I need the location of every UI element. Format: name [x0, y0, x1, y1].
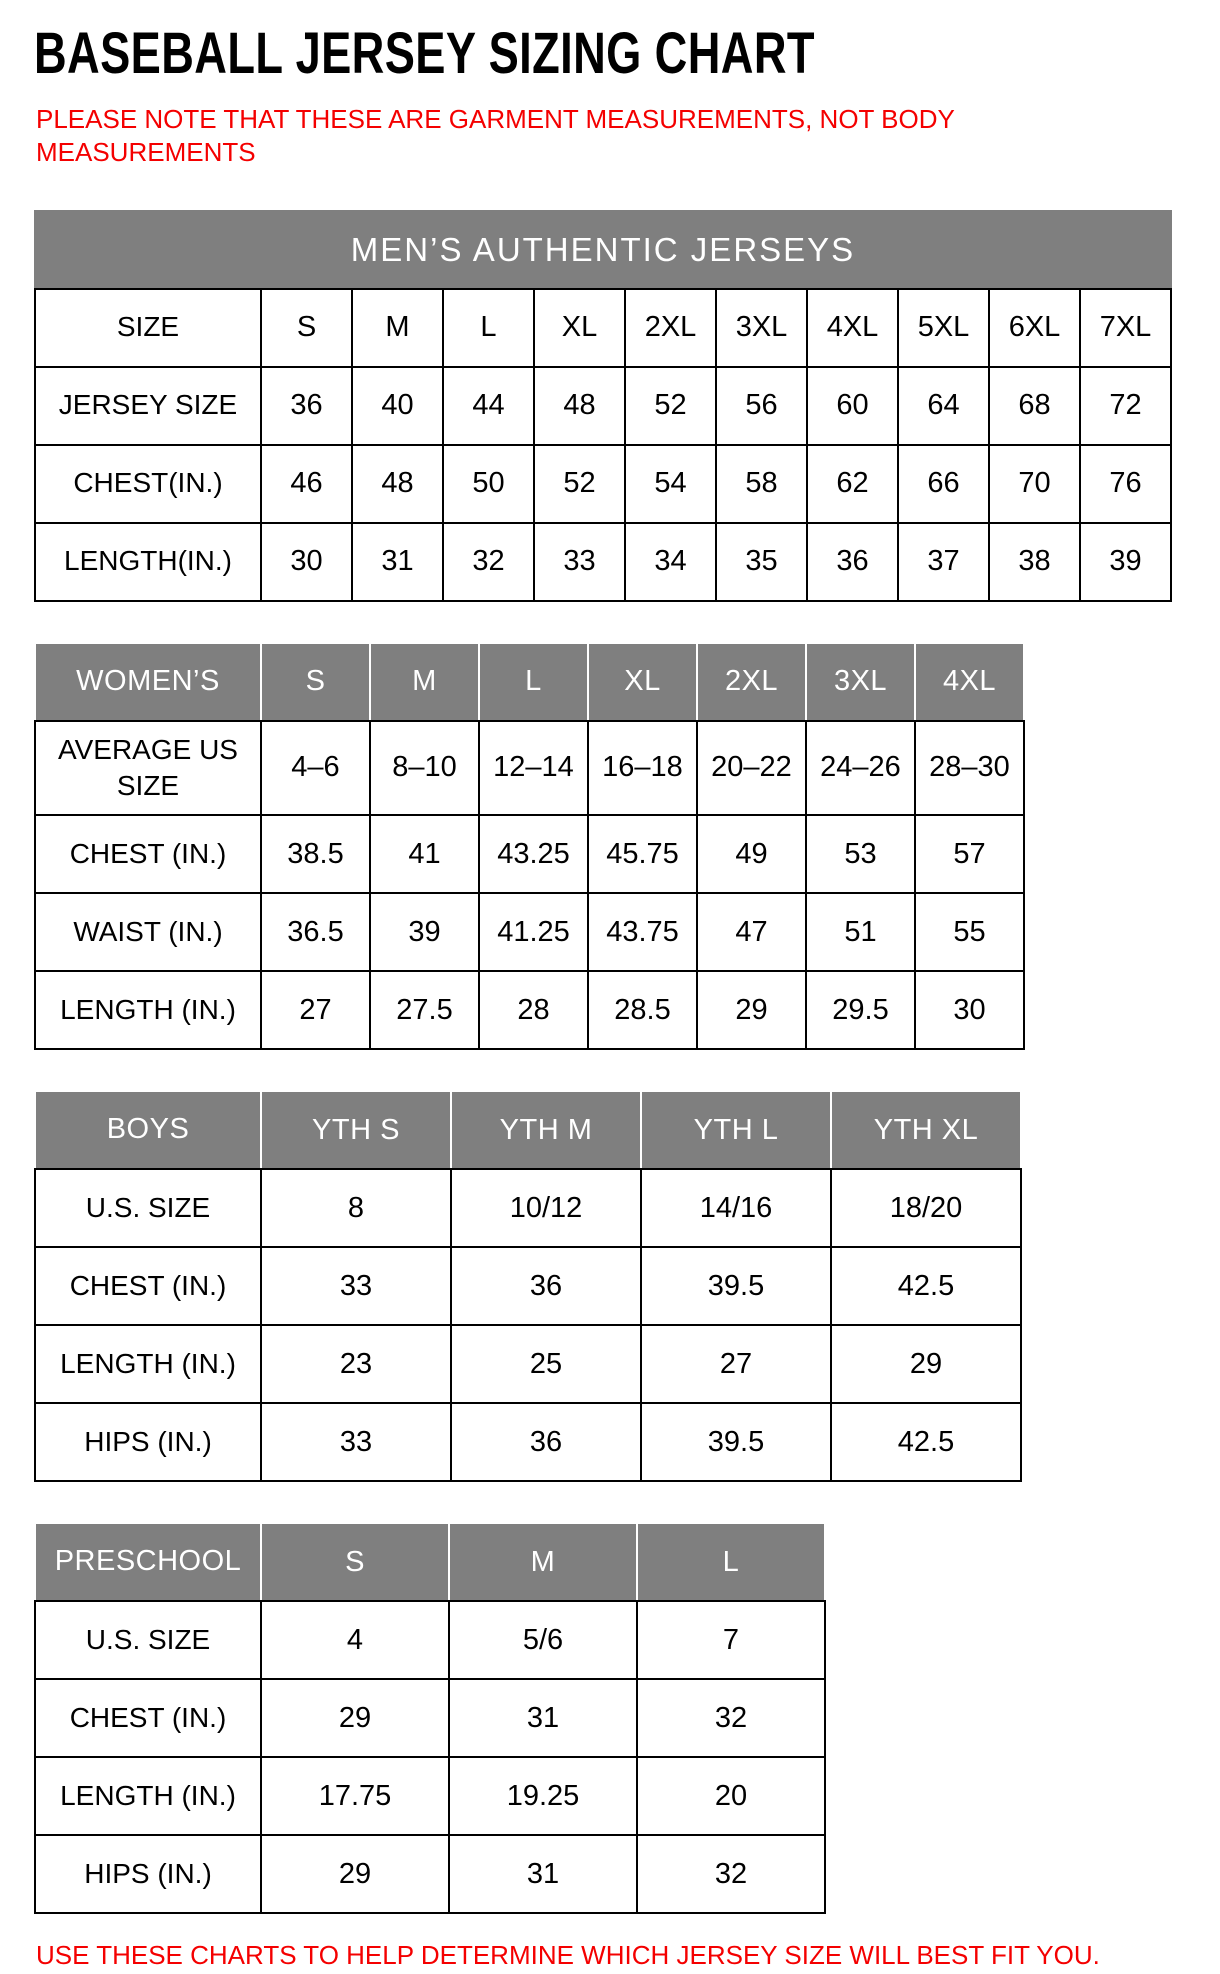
value-cell: 30: [915, 971, 1024, 1049]
value-cell: 34: [625, 523, 716, 601]
value-cell: 29.5: [806, 971, 915, 1049]
value-cell: 45.75: [588, 815, 697, 893]
value-cell: 42.5: [831, 1403, 1021, 1481]
row-label-cell: WAIST (IN.): [35, 893, 261, 971]
value-cell: 27: [261, 971, 370, 1049]
value-cell: 39.5: [641, 1247, 831, 1325]
value-cell: 32: [443, 523, 534, 601]
value-cell: 47: [697, 893, 806, 971]
size-header-cell: XL: [588, 643, 697, 721]
value-cell: 36: [261, 367, 352, 445]
value-cell: 40: [352, 367, 443, 445]
row-label-cell: JERSEY SIZE: [35, 367, 261, 445]
table-row: [35, 721, 1024, 816]
value-cell: 58: [716, 445, 807, 523]
value-cell: 29: [261, 1835, 449, 1913]
boys-size-table: [34, 1090, 1022, 1482]
row-label-cell: CHEST (IN.): [35, 815, 261, 893]
value-cell: 2XL: [625, 289, 716, 367]
value-cell: 36: [451, 1403, 641, 1481]
row-label-cell: CHEST (IN.): [35, 1247, 261, 1325]
value-cell: 29: [261, 1679, 449, 1757]
table-header-row: [35, 1091, 1021, 1169]
value-cell: 16–18: [588, 721, 697, 816]
table-row: [35, 289, 1171, 367]
value-cell: 54: [625, 445, 716, 523]
table-row: [35, 1601, 825, 1679]
value-cell: 17.75: [261, 1757, 449, 1835]
size-header-cell: L: [637, 1523, 825, 1601]
value-cell: 28.5: [588, 971, 697, 1049]
group-name-cell: PRESCHOOL: [35, 1523, 261, 1601]
row-label-cell: LENGTH (IN.): [35, 1325, 261, 1403]
row-label-cell: CHEST(IN.): [35, 445, 261, 523]
row-label-cell: LENGTH(IN.): [35, 523, 261, 601]
row-label-cell: U.S. SIZE: [35, 1169, 261, 1247]
size-header-cell: S: [261, 1523, 449, 1601]
row-label-cell: AVERAGE US SIZE: [35, 721, 261, 816]
value-cell: 41.25: [479, 893, 588, 971]
group-name-cell: WOMEN’S: [35, 643, 261, 721]
row-label-cell: HIPS (IN.): [35, 1403, 261, 1481]
value-cell: 33: [534, 523, 625, 601]
value-cell: 3XL: [716, 289, 807, 367]
group-name-cell: BOYS: [35, 1091, 261, 1169]
value-cell: 51: [806, 893, 915, 971]
value-cell: L: [443, 289, 534, 367]
value-cell: 42.5: [831, 1247, 1021, 1325]
value-cell: 68: [989, 367, 1080, 445]
value-cell: 62: [807, 445, 898, 523]
value-cell: 25: [451, 1325, 641, 1403]
value-cell: 72: [1080, 367, 1171, 445]
size-header-cell: L: [479, 643, 588, 721]
size-header-cell: 2XL: [697, 643, 806, 721]
table-banner-row: [35, 211, 1171, 289]
size-header-cell: M: [370, 643, 479, 721]
value-cell: XL: [534, 289, 625, 367]
womens-size-table: [34, 642, 1025, 1051]
value-cell: 52: [625, 367, 716, 445]
value-cell: 33: [261, 1403, 451, 1481]
value-cell: 66: [898, 445, 989, 523]
value-cell: 36: [451, 1247, 641, 1325]
value-cell: 28: [479, 971, 588, 1049]
value-cell: 57: [915, 815, 1024, 893]
value-cell: 64: [898, 367, 989, 445]
table-header-row: [35, 1523, 825, 1601]
table-row: [35, 893, 1024, 971]
value-cell: 19.25: [449, 1757, 637, 1835]
row-label-cell: LENGTH (IN.): [35, 971, 261, 1049]
table-row: [35, 1403, 1021, 1481]
row-label-cell: LENGTH (IN.): [35, 1757, 261, 1835]
value-cell: M: [352, 289, 443, 367]
table-row: [35, 445, 1171, 523]
value-cell: 56: [716, 367, 807, 445]
value-cell: 4: [261, 1601, 449, 1679]
value-cell: 49: [697, 815, 806, 893]
value-cell: 7XL: [1080, 289, 1171, 367]
table-row: [35, 1679, 825, 1757]
value-cell: 70: [989, 445, 1080, 523]
value-cell: 6XL: [989, 289, 1080, 367]
value-cell: 4XL: [807, 289, 898, 367]
value-cell: 20: [637, 1757, 825, 1835]
mens-authentic-jerseys-table: [34, 210, 1172, 602]
value-cell: 32: [637, 1679, 825, 1757]
value-cell: 20–22: [697, 721, 806, 816]
value-cell: 24–26: [806, 721, 915, 816]
row-label-cell: CHEST (IN.): [35, 1679, 261, 1757]
garment-measurement-note: PLEASE NOTE THAT THESE ARE GARMENT MEASUREMENTS, NOT BODY MEASUREMENTS: [36, 104, 955, 168]
value-cell: 33: [261, 1247, 451, 1325]
value-cell: 38: [989, 523, 1080, 601]
table-row: [35, 971, 1024, 1049]
table-row: [35, 1247, 1021, 1325]
table-row: [35, 523, 1171, 601]
value-cell: 31: [352, 523, 443, 601]
footer-note: USE THESE CHARTS TO HELP DETERMINE WHICH JERSEY SIZE WILL BEST FIT YOU.: [36, 1940, 1100, 1971]
value-cell: 39: [1080, 523, 1171, 601]
value-cell: 36.5: [261, 893, 370, 971]
value-cell: 23: [261, 1325, 451, 1403]
value-cell: 5XL: [898, 289, 989, 367]
value-cell: 27.5: [370, 971, 479, 1049]
table-row: [35, 1325, 1021, 1403]
value-cell: 32: [637, 1835, 825, 1913]
table-row: [35, 367, 1171, 445]
value-cell: 52: [534, 445, 625, 523]
page-title: BASEBALL JERSEY SIZING CHART: [34, 21, 815, 86]
table-row: [35, 815, 1024, 893]
table-banner: MEN’S AUTHENTIC JERSEYS: [35, 211, 1171, 289]
row-label-cell: HIPS (IN.): [35, 1835, 261, 1913]
row-label-cell: U.S. SIZE: [35, 1601, 261, 1679]
value-cell: 36: [807, 523, 898, 601]
value-cell: 38.5: [261, 815, 370, 893]
size-header-cell: 4XL: [915, 643, 1024, 721]
size-header-cell: 3XL: [806, 643, 915, 721]
value-cell: 18/20: [831, 1169, 1021, 1247]
value-cell: 31: [449, 1835, 637, 1913]
value-cell: 60: [807, 367, 898, 445]
value-cell: 35: [716, 523, 807, 601]
table-row: [35, 1757, 825, 1835]
size-header-cell: M: [449, 1523, 637, 1601]
size-header-cell: YTH M: [451, 1091, 641, 1169]
value-cell: 43.75: [588, 893, 697, 971]
value-cell: 7: [637, 1601, 825, 1679]
value-cell: 39.5: [641, 1403, 831, 1481]
table-row: [35, 1835, 825, 1913]
value-cell: 31: [449, 1679, 637, 1757]
value-cell: 27: [641, 1325, 831, 1403]
value-cell: S: [261, 289, 352, 367]
value-cell: 29: [831, 1325, 1021, 1403]
value-cell: 28–30: [915, 721, 1024, 816]
value-cell: 76: [1080, 445, 1171, 523]
value-cell: 14/16: [641, 1169, 831, 1247]
value-cell: 37: [898, 523, 989, 601]
value-cell: 10/12: [451, 1169, 641, 1247]
size-header-cell: YTH XL: [831, 1091, 1021, 1169]
size-header-cell: YTH L: [641, 1091, 831, 1169]
value-cell: 43.25: [479, 815, 588, 893]
value-cell: 4–6: [261, 721, 370, 816]
size-header-cell: S: [261, 643, 370, 721]
preschool-size-table: [34, 1522, 826, 1914]
table-header-row: [35, 643, 1024, 721]
value-cell: 46: [261, 445, 352, 523]
value-cell: 39: [370, 893, 479, 971]
size-header-cell: YTH S: [261, 1091, 451, 1169]
value-cell: 12–14: [479, 721, 588, 816]
table-row: [35, 1169, 1021, 1247]
value-cell: 30: [261, 523, 352, 601]
value-cell: 55: [915, 893, 1024, 971]
value-cell: 44: [443, 367, 534, 445]
value-cell: 48: [534, 367, 625, 445]
value-cell: 41: [370, 815, 479, 893]
value-cell: 8: [261, 1169, 451, 1247]
value-cell: 48: [352, 445, 443, 523]
value-cell: 50: [443, 445, 534, 523]
value-cell: 53: [806, 815, 915, 893]
row-label-cell: SIZE: [35, 289, 261, 367]
value-cell: 29: [697, 971, 806, 1049]
value-cell: 8–10: [370, 721, 479, 816]
value-cell: 5/6: [449, 1601, 637, 1679]
